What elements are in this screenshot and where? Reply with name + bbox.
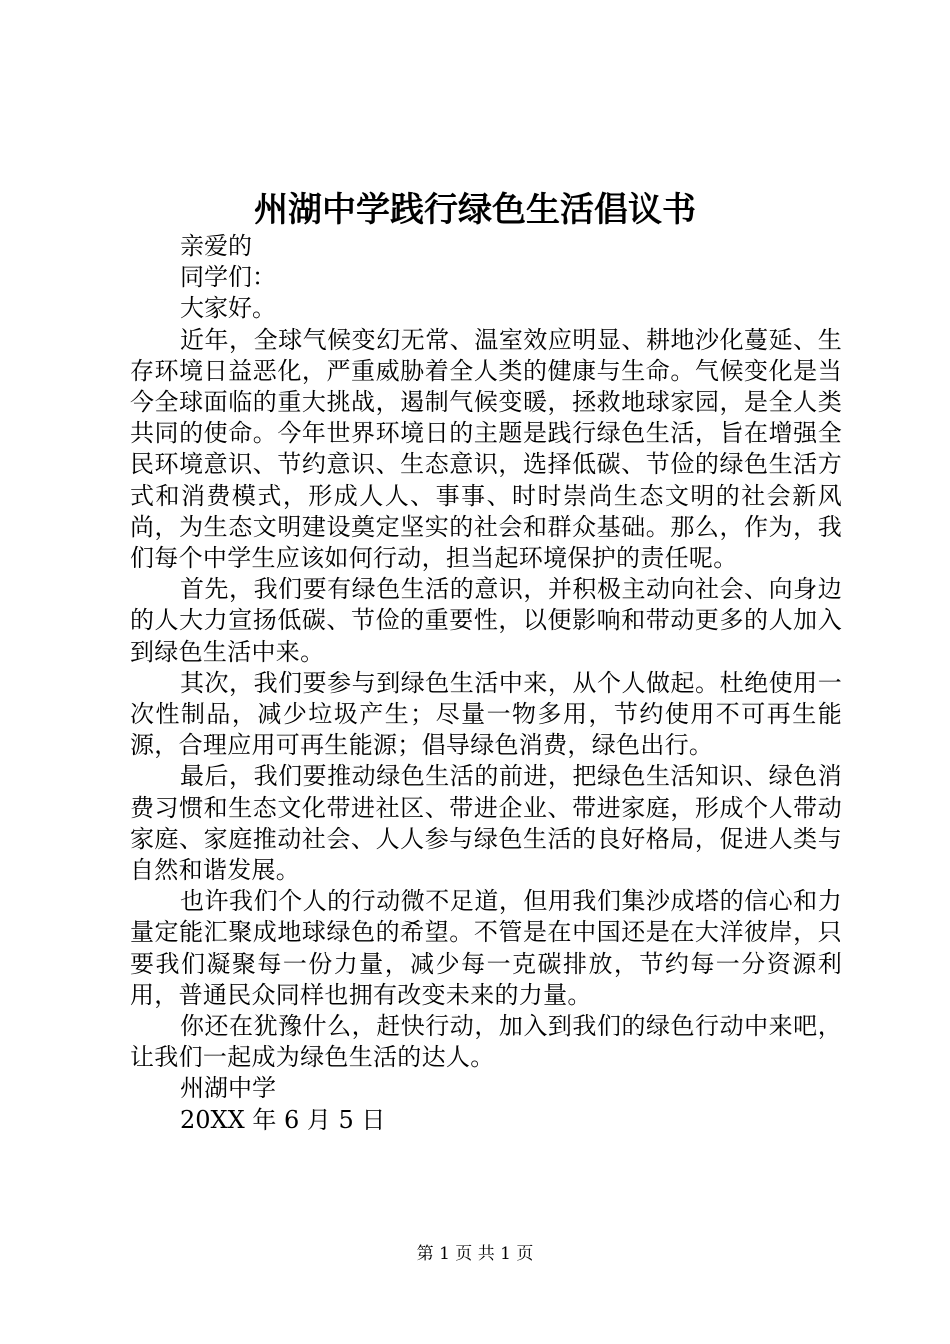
paragraph-2: 首先，我们要有绿色生活的意识，并积极主动向社会、向身边的人大力宣扬低碳、节俭的重要性，以便影响和带动更多的人加入到绿色生活中来。 — [130, 575, 842, 666]
salutation-line-2: 同学们： — [180, 263, 276, 292]
salutation-line-1: 亲爱的 — [180, 232, 252, 260]
page-footer: 第 1 页 共 1 页 — [416, 1244, 534, 1264]
paragraph-4: 最后，我们要推动绿色生活的前进，把绿色生活知识、绿色消费习惯和生态文化带进社区、带进企业、带进家庭，形成个人带动家庭、家庭推动社会、人人参与绿色生活的良好格局，促进人类与自然和谐发展。 — [130, 762, 842, 885]
greeting-line: 大家好。 — [180, 294, 276, 323]
signature-line: 州湖中学 — [180, 1074, 276, 1103]
paragraph-3: 其次，我们要参与到绿色生活中来，从个人做起。杜绝使用一次性制品，减少垃圾产生；尽量一物多用，节约使用不可再生能源，合理应用可再生能源；倡导绿色消费，绿色出行。 — [130, 668, 842, 760]
document-title: 州湖中学践行绿色生活倡议书 — [254, 190, 696, 230]
paragraph-6: 你还在犹豫什么，赶快行动，加入到我们的绿色行动中来吧，让我们一起成为绿色生活的达人。 — [130, 1012, 842, 1072]
document-body — [130, 231, 842, 1136]
date-line: 20XX 年 6 月 5 日 — [180, 1105, 386, 1134]
paragraph-5: 也许我们个人的行动微不足道，但用我们集沙成塔的信心和力量定能汇聚成地球绿色的希望。不管是在中国还是在大洋彼岸，只要我们凝聚每一份力量，减少每一克碳排放，节约每一分资源利用，普通民众同样也拥有改变未来的力量。 — [130, 887, 842, 1009]
paragraph-1: 近年，全球气候变幻无常、温室效应明显、耕地沙化蔓延、生存环境日益恶化，严重威胁着全人类的健康与生命。气候变化是当今全球面临的重大挑战，遏制气候变暖，拯救地球家园，是全人类共同的使命。今年世界环境日的主题是践行绿色生活，旨在增强全民环境意识、节约意识、生态意识，选择低碳、节俭的绿色生活方式和消费模式，形成人人、事事、时时崇尚生态文明的社会新风尚，为生态文明建设奠定坚实的社会和群众基础。那么，作为，我们每个中学生应该如何行动，担当起环境保护的责任呢。 — [130, 325, 842, 573]
